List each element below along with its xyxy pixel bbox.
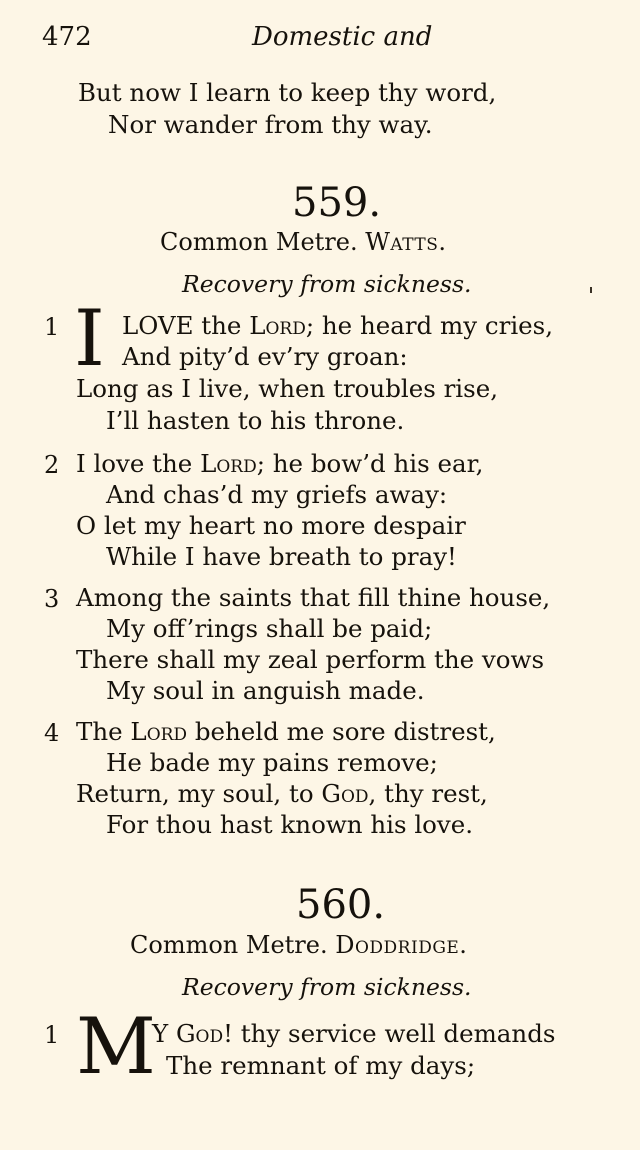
lord-smallcaps: Lord (249, 311, 306, 340)
stanza-2-line-2: And chas’d my griefs away: (106, 480, 448, 509)
stanza-4-line-2: He bade my pains remove; (106, 748, 438, 777)
stanza-number: 1 (44, 1021, 60, 1049)
god-smallcaps: God (175, 1019, 224, 1048)
hymn-559-number: 559. (292, 180, 382, 226)
lord-smallcaps: Lord (130, 717, 188, 746)
page-header (42, 22, 600, 56)
continuation-line-1: But now I learn to keep thy word, (78, 78, 497, 107)
stanza-560-1-line-2: The remnant of my days; (166, 1051, 476, 1080)
stanza-1-line-2: And pity’d ev’ry groan: (122, 342, 408, 371)
hymn-559-author: Watts. (365, 228, 447, 256)
text-segment: ; he heard my cries, (305, 311, 554, 340)
hymn-560-author: Doddridge. (335, 931, 468, 959)
stanza-3-line-2: My off’rings shall be paid; (106, 614, 433, 643)
stanza-1-line-4: I’ll hasten to his throne. (106, 406, 405, 435)
hymn-560-subject: Recovery from sickness. (182, 973, 472, 1001)
stanza-3-line-3: There shall my zeal perform the vows (76, 645, 545, 674)
stanza-number: 4 (44, 719, 60, 747)
text-segment: ! thy service well demands (223, 1019, 556, 1048)
ink-speck (590, 287, 592, 293)
hymn-559-metre-line (160, 228, 447, 256)
text-segment: I love the (76, 449, 201, 478)
stanza-1-line-1 (122, 311, 553, 341)
text-segment: beheld me sore distrest, (187, 717, 496, 746)
hymn-560-metre-line (130, 931, 467, 959)
text-segment: LOVE the (122, 311, 250, 340)
stanza-560-1-line-1 (152, 1019, 555, 1049)
text-segment: ; he bow’d his ear, (256, 449, 484, 478)
stanza-2-line-4: While I have breath to pray! (106, 542, 457, 571)
text-segment: Y (152, 1019, 176, 1048)
stanza-4-line-4: For thou hast known his love. (106, 810, 474, 839)
stanza-1-line-3: Long as I live, when troubles rise, (76, 374, 498, 403)
continuation-line-2: Nor wander from thy way. (108, 110, 433, 139)
lord-smallcaps: Lord (200, 449, 257, 478)
stanza-3-line-4: My soul in anguish made. (106, 676, 425, 705)
hymn-559-subject: Recovery from sickness. (182, 270, 472, 298)
stanza-number: 2 (44, 451, 60, 479)
stanza-3-line-1: Among the saints that fill thine house, (76, 583, 551, 612)
text-segment: Return, my soul, to (76, 779, 322, 808)
text-segment: The (76, 717, 131, 746)
stanza-number: 1 (44, 313, 60, 341)
running-head: Domestic and (252, 22, 433, 52)
drop-cap: M (76, 1002, 156, 1092)
page-number: 472 (42, 22, 92, 52)
drop-cap: I (74, 294, 105, 384)
hymn-560-number: 560. (296, 882, 386, 928)
stanza-2-line-1 (76, 449, 483, 479)
text-segment: , thy rest, (368, 779, 488, 808)
hymn-559-metre: Common Metre. (160, 228, 358, 256)
stanza-2-line-3: O let my heart no more despair (76, 511, 466, 540)
stanza-4-line-3 (76, 779, 488, 809)
hymn-560-metre: Common Metre. (130, 931, 328, 959)
stanza-4-line-1 (76, 717, 496, 747)
stanza-number: 3 (44, 585, 60, 613)
god-smallcaps: God (321, 779, 369, 808)
